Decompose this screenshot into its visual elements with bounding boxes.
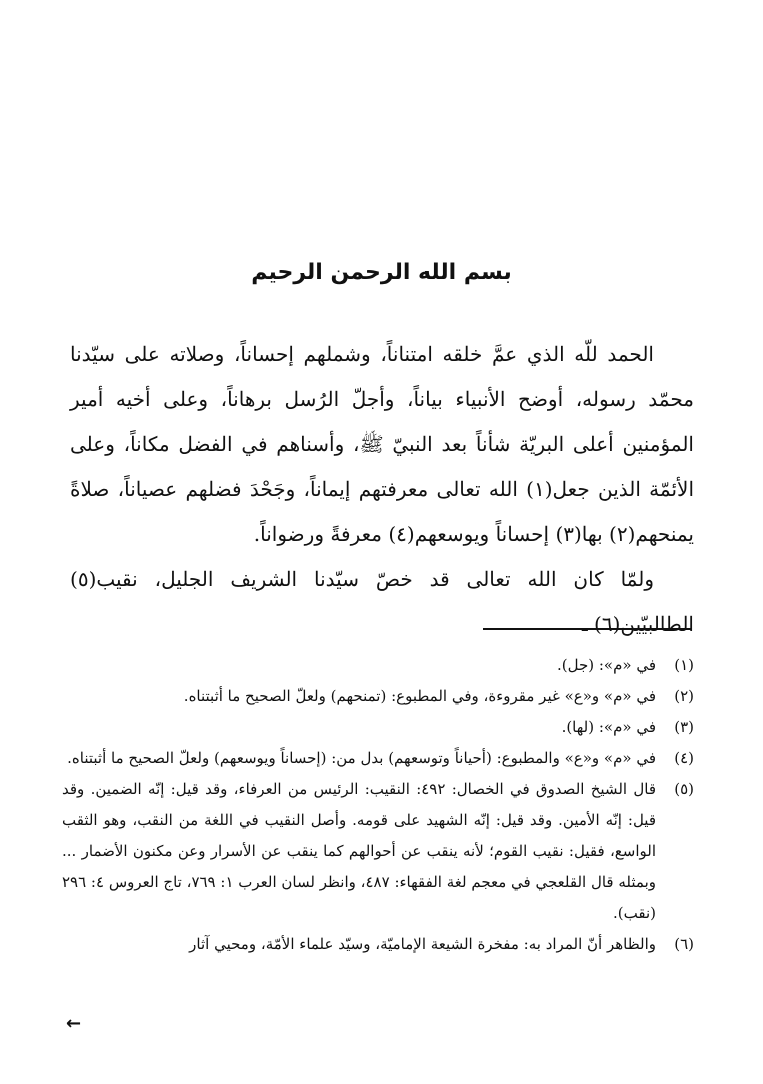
- footnote: [62, 681, 694, 712]
- footnote-number: (٥): [674, 780, 694, 798]
- footnote: [62, 712, 694, 743]
- footnote: [62, 774, 694, 929]
- footnote-number: (٤): [674, 749, 694, 767]
- paragraph: الحمد للّه الذي عمَّ خلقه امتناناً، وشملهم إحساناً، وصلاته على سيّدنا محمّد رسوله، أوضح الأنبياء بياناً، وأجلّ الرُسل برهاناً، وعلى أخيه أمير المؤمنين أعلى البريّة شأناً بعد النبيّ ﷺ، وأسناهم في الفضل مكاناً، وعلى الأئمّة الذين جعل(١) الله تعالى معرفتهم إيماناً، وجَحْدَ فضلهم عصياناً، صلاةً يمنحهم(٢) بها(٣) إحساناً ويوسعهم(٤) معرفةً ورضواناً.: [70, 342, 695, 546]
- paragraph: ولمّا كان الله تعالى قد خصّ سيّدنا الشريف الجليل، نقيب(٥) الطالبيّين(٦) ـ: [70, 567, 694, 636]
- footnote-number: (٦): [674, 935, 694, 953]
- basmala-heading: بسم الله الرحمن الرحيم: [251, 260, 512, 285]
- footnote-text: في «م»: (جل).: [556, 656, 656, 674]
- footnote-number: (٣): [674, 718, 694, 736]
- footnote: [62, 650, 694, 681]
- continuation-arrow-icon: ←: [66, 1013, 82, 1034]
- footnotes: [62, 650, 694, 960]
- footnote-text: قال الشيخ الصدوق في الخصال: ٤٩٢: النقيب: الرئيس من العرفاء، وقد قيل: إنّه الضمين. وقد قيل: إنّه الأمين. وقد قيل: إنّه الشهيد على قومه. وأصل النقيب في اللغة من النقب، وهو الثقب الواسع، فقيل: نقيب القوم؛ لأنه ينقب عن أحوالهم كما ينقب عن الأسرار وعن مكنون الأضمار ... وبمثله قال القلعجي في معجم لغة الفقهاء: ٤٨٧، وانظر لسان العرب ١: ٧٦٩، تاج العروس ٤: ٢٩٦ (نقب).: [61, 780, 656, 922]
- footnote-number: (١): [674, 656, 694, 674]
- main-text: [70, 332, 694, 647]
- footnote: [62, 929, 694, 960]
- footnote-separator: [483, 628, 691, 630]
- footnote-text: في «م» و«ع» غير مقروءة، وفي المطبوع: (تمنحهم) ولعلّ الصحيح ما أثبتناه.: [183, 687, 656, 705]
- footnote-text: في «م»: (لها).: [561, 718, 656, 736]
- footnote: [62, 743, 694, 774]
- footnote-text: والظاهر أنّ المراد به: مفخرة الشيعة الإماميّة، وسيّد علماء الأمّة، ومحيي آثار: [189, 935, 656, 953]
- footnote-text: في «م» و«ع» والمطبوع: (أحياناً وتوسعهم) بدل من: (إحساناً ويوسعهم) ولعلّ الصحيح ما أثبتناه.: [67, 749, 656, 767]
- footnote-number: (٢): [674, 687, 694, 705]
